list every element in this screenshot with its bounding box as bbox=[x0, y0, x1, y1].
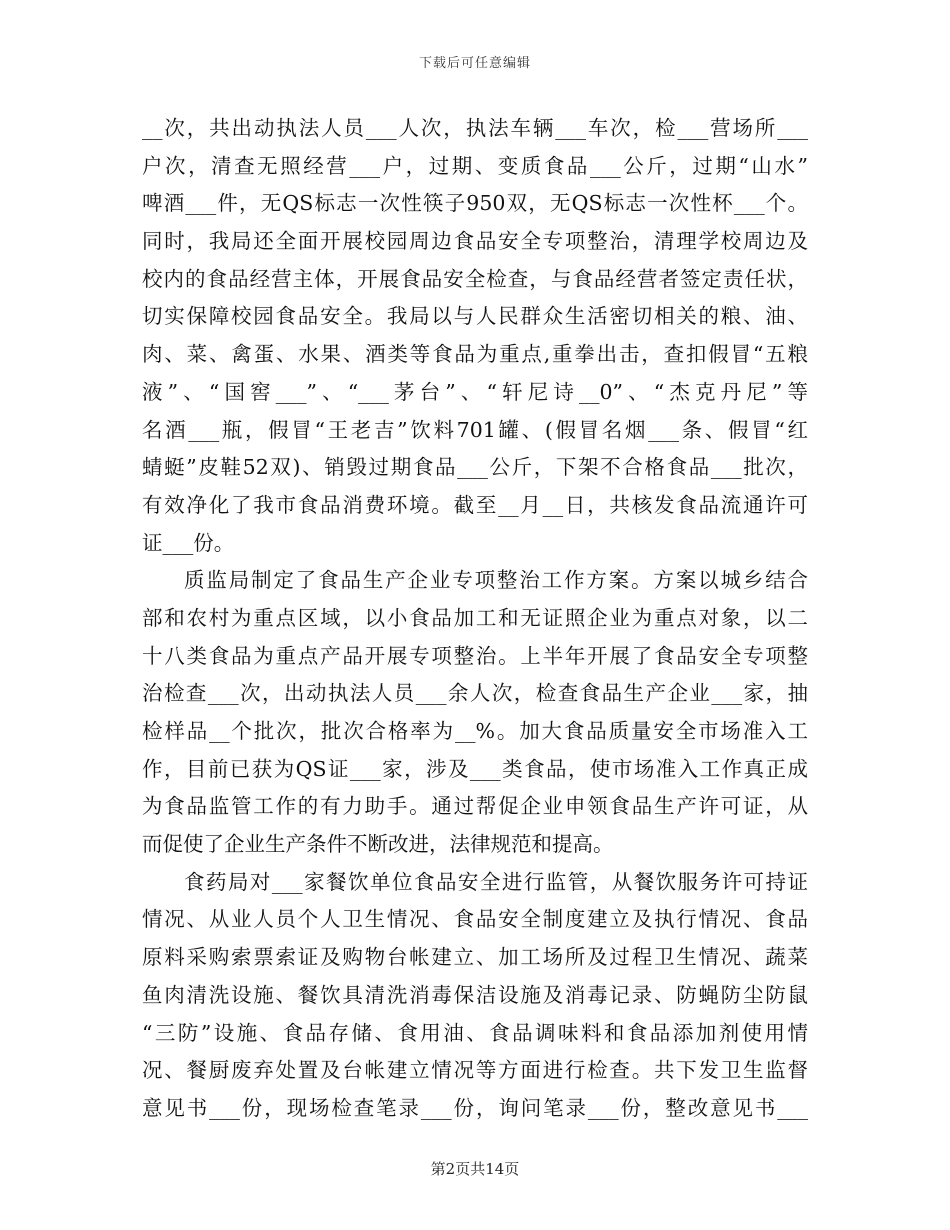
text-line: 校内的食品经营主体，开展食品安全检查，与食品经营者签定责任状， bbox=[142, 266, 808, 291]
document-body bbox=[142, 110, 808, 1128]
text-line: 切实保障校园食品安全。我局以与人民群众生活密切相关的粮、油、 bbox=[142, 304, 808, 329]
text-line: 证___份。 bbox=[142, 530, 235, 555]
text-line: 户次，清查无照经营___户，过期、变质食品___公斤，过期“山水” bbox=[142, 153, 808, 178]
text-line: 肉、菜、禽蛋、水果、酒类等食品为重点,重拳出击，查扣假冒“五粮 bbox=[142, 342, 808, 367]
text-line: 治检查___次，出动执法人员___余人次，检查食品生产企业___家，抽 bbox=[142, 681, 808, 706]
text-line: 而促使了企业生产条件不断改进，法律规范和提高。 bbox=[142, 832, 614, 857]
page-header: 下载后可任意编辑 bbox=[418, 56, 531, 71]
paragraph-2 bbox=[142, 562, 808, 864]
page-number: 第2页共14页 bbox=[430, 1160, 520, 1178]
text-line: 部和农村为重点区域，以小食品加工和无证照企业为重点对象，以二 bbox=[142, 605, 808, 630]
text-line: 情况、从业人员个人卫生情况、食品安全制度建立及执行情况、食品 bbox=[142, 907, 808, 932]
text-line: 名酒___瓶，假冒“王老吉”饮料701罐、(假冒名烟___条、假冒“红 bbox=[142, 417, 808, 442]
text-line: 食药局对___家餐饮单位食品安全进行监管，从餐饮服务许可持证 bbox=[184, 869, 808, 894]
text-line: 鱼肉清洗设施、餐饮具清洗消毒保洁设施及消毒记录、防蝇防尘防鼠 bbox=[142, 982, 808, 1007]
text-line: “三防”设施、食品存储、食用油、食品调味料和食品添加剂使用情 bbox=[142, 1020, 808, 1045]
text-line: 蜻蜓”皮鞋52双)、销毁过期食品___公斤，下架不合格食品___批次， bbox=[142, 455, 808, 480]
paragraph-3 bbox=[142, 864, 808, 1128]
text-line: 意见书___份，现场检查笔录___份，询问笔录___份，整改意见书___ bbox=[142, 1095, 808, 1120]
text-line: 作，目前已获为QS证___家，涉及___类食品，使市场准入工作真正成 bbox=[142, 756, 808, 781]
paragraph-1 bbox=[142, 110, 808, 562]
text-line: 况、餐厨废弃处置及台帐建立情况等方面进行检查。共下发卫生监督 bbox=[142, 1058, 808, 1083]
text-line: 啤酒___件，无QS标志一次性筷子950双，无QS标志一次性杯___个。 bbox=[142, 191, 808, 216]
text-line: 十八类食品为重点产品开展专项整治。上半年开展了食品安全专项整 bbox=[142, 643, 808, 668]
text-line: 原料采购索票索证及购物台帐建立、加工场所及过程卫生情况、蔬菜 bbox=[142, 945, 808, 970]
text-line: 同时，我局还全面开展校园周边食品安全专项整治，清理学校周边及 bbox=[142, 229, 808, 254]
text-line: 液”、“国窖___”、“___茅台”、“轩尼诗__0”、“杰克丹尼”等 bbox=[142, 379, 808, 404]
text-line: __次，共出动执法人员___人次，执法车辆___车次，检___营场所___ bbox=[142, 116, 808, 140]
text-line: 检样品__个批次，批次合格率为__%。加大食品质量安全市场准入工 bbox=[142, 719, 808, 743]
text-line: 质监局制定了食品生产企业专项整治工作方案。方案以城乡结合 bbox=[184, 568, 808, 593]
text-line: 为食品监管工作的有力助手。通过帮促企业申领食品生产许可证，从 bbox=[142, 794, 808, 819]
text-line: 有效净化了我市食品消费环境。截至__月__日，共核发食品流通许可 bbox=[142, 492, 808, 517]
